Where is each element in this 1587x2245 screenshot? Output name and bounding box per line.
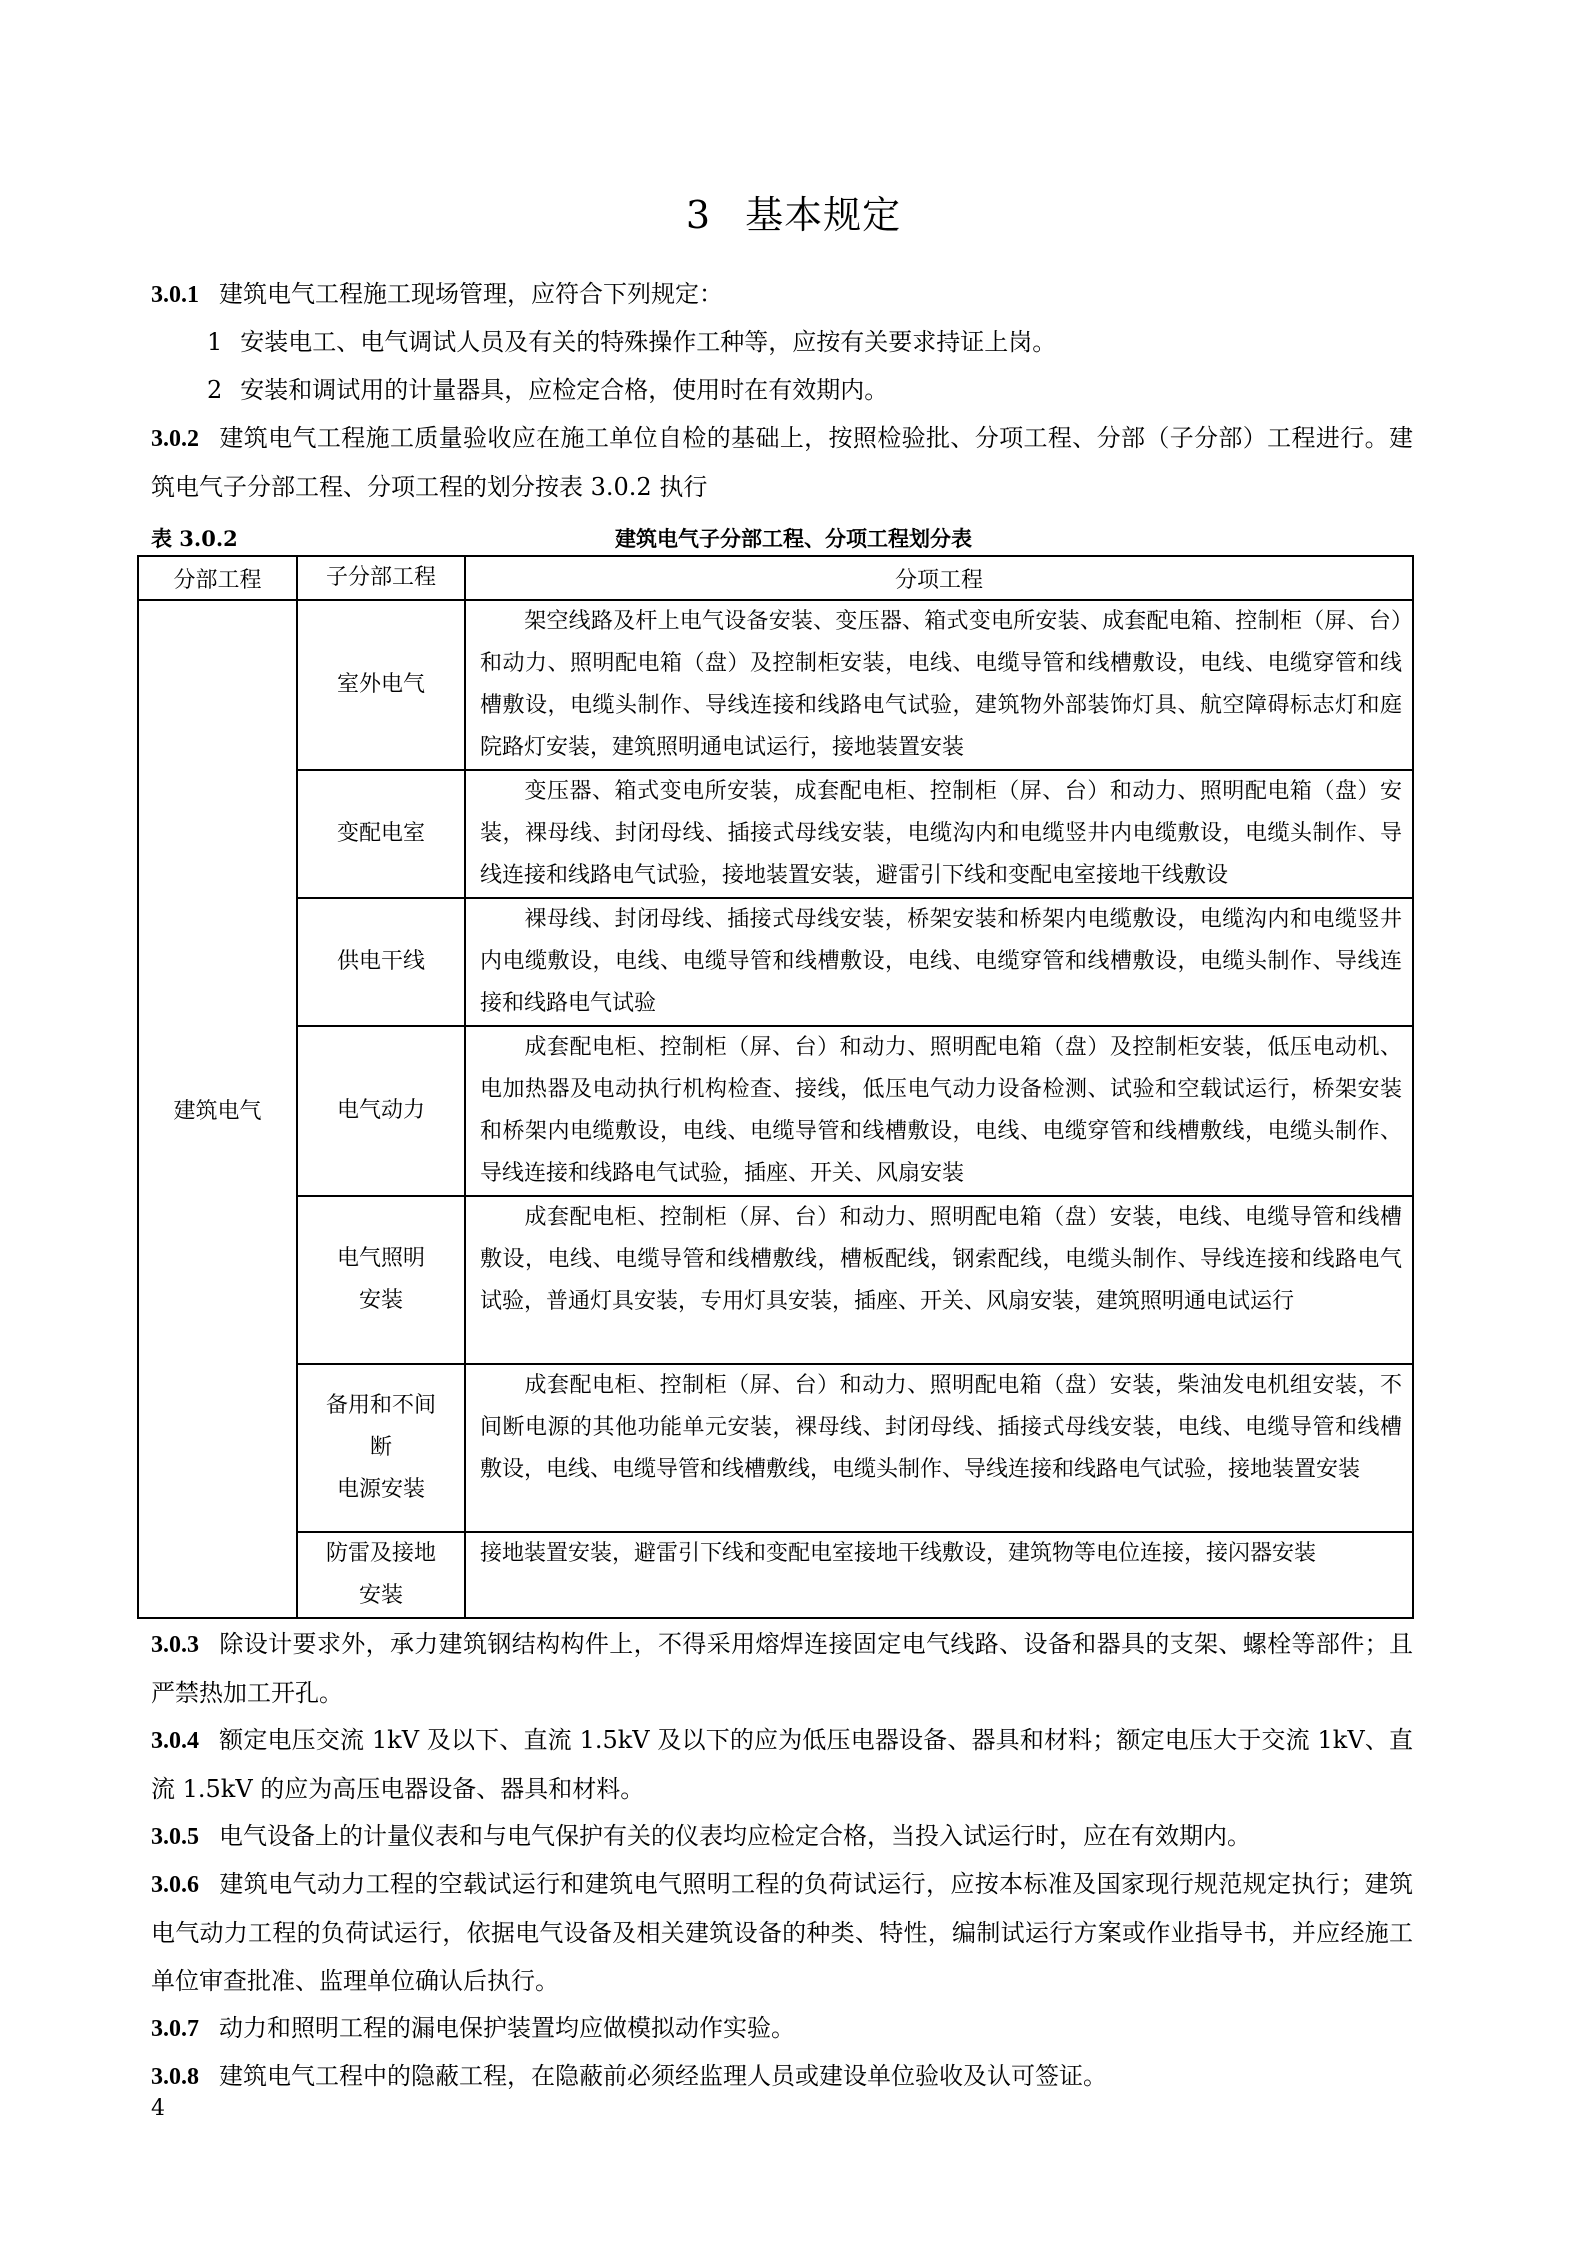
subdivision-line: 电气照明	[336, 1246, 425, 1271]
items-cell	[465, 770, 1413, 898]
subdivision-line: 断	[369, 1435, 392, 1460]
clause-text: 建筑电气动力工程的空载试运行和建筑电气照明工程的负荷试运行，应按本标准及国家现行规范规定执行；建筑电气动力工程的负荷试运行，依据电气设备及相关建筑设备的种类、特性，编制试运行方案或作业指导书，并应经施工单位审查批准、监理单位确认后执行。	[151, 1870, 1413, 1995]
header-division: 分部工程	[138, 556, 297, 600]
items-text: 架空线路及杆上电气设备安装、变压器、箱式变电所安装、成套配电箱、控制柜（屏、台）和动力、照明配电箱（盘）及控制柜安装，电线、电缆导管和线槽敷设，电线、电缆穿管和线槽敷设，电缆头制作、导线连接和线路电气试验，建筑物外部装饰灯具、航空障碍标志灯和庭院路灯安装，建筑照明通电试运行，接地装置安装	[480, 609, 1402, 760]
clause-3-0-7	[151, 2004, 1413, 2053]
clause-number: 3.0.2	[151, 426, 199, 452]
clause-number: 3.0.4	[151, 1728, 199, 1754]
items-cell	[465, 1196, 1413, 1364]
clause-item	[207, 366, 888, 414]
subdivision-cell: 室外电气	[297, 600, 465, 770]
clause-text: 除设计要求外，承力建筑钢结构构件上，不得采用熔焊连接固定电气线路、设备和器具的支架、螺栓等部件；且严禁热加工开孔。	[151, 1630, 1413, 1707]
clause-number: 3.0.8	[151, 2064, 199, 2090]
items-cell	[465, 600, 1413, 770]
table-row	[138, 1532, 1413, 1618]
clause-item	[207, 318, 1056, 366]
subdivision-cell	[297, 1532, 465, 1618]
items-text: 变压器、箱式变电所安装，成套配电柜、控制柜（屏、台）和动力、照明配电箱（盘）安装，裸母线、封闭母线、插接式母线安装，电缆沟内和电缆竖井内电缆敷设，电缆头制作、导线连接和线路电气试验，接地装置安装，避雷引下线和变配电室接地干线敷设	[480, 779, 1402, 888]
clause-3-0-8	[151, 2052, 1413, 2101]
table-row	[138, 898, 1413, 1026]
items-text: 接地装置安装，避雷引下线和变配电室接地干线敷设，建筑物等电位连接，接闪器安装	[480, 1541, 1317, 1566]
items-cell	[465, 1026, 1413, 1196]
item-number: 2	[207, 376, 223, 404]
clause-number: 3.0.1	[151, 282, 199, 308]
items-text: 裸母线、封闭母线、插接式母线安装，桥架安装和桥架内电缆敷设，电缆沟内和电缆竖井内电缆敷设，电线、电缆导管和线槽敷设，电线、电缆穿管和线槽敷设，电缆头制作、导线连接和线路电气试验	[480, 907, 1402, 1016]
clause-text: 建筑电气工程施工现场管理，应符合下列规定：	[219, 280, 723, 308]
table-row	[138, 1196, 1413, 1364]
subdivision-cell: 变配电室	[297, 770, 465, 898]
division-table	[137, 555, 1414, 1619]
table-row	[138, 600, 1413, 770]
table-row	[138, 770, 1413, 898]
clause-text: 额定电压交流 1kV 及以下、直流 1.5kV 及以下的应为低压电器设备、器具和材料；额定电压大于交流 1kV、直流 1.5kV 的应为高压电器设备、器具和材料。	[151, 1726, 1413, 1803]
chapter-title-text: 基本规定	[745, 193, 902, 237]
header-items: 分项工程	[465, 556, 1413, 600]
items-cell	[465, 1532, 1413, 1618]
clause-3-0-4	[151, 1716, 1413, 1813]
clause-3-0-5	[151, 1812, 1413, 1861]
subdivision-line: 安装	[358, 1583, 403, 1608]
clause-text: 动力和照明工程的漏电保护装置均应做模拟动作实验。	[219, 2014, 795, 2042]
table-label: 表 3.0.2	[151, 526, 238, 551]
table-caption: 建筑电气子分部工程、分项工程划分表	[615, 526, 972, 551]
clause-text: 电气设备上的计量仪表和与电气保护有关的仪表均应检定合格，当投入试运行时，应在有效期内。	[219, 1822, 1251, 1850]
item-text: 安装电工、电气调试人员及有关的特殊操作工种等，应按有关要求持证上岗。	[240, 328, 1057, 356]
chapter-number: 3	[685, 193, 712, 237]
items-text: 成套配电柜、控制柜（屏、台）和动力、照明配电箱（盘）安装，电线、电缆导管和线槽敷设，电线、电缆导管和线槽敷线，槽板配线，钢索配线，电缆头制作、导线连接和线路电气试验，普通灯具安装，专用灯具安装，插座、开关、风扇安装，建筑照明通电试运行	[480, 1205, 1402, 1314]
division-cell: 建筑电气	[138, 600, 297, 1618]
clause-text: 建筑电气工程中的隐蔽工程，在隐蔽前必须经监理人员或建设单位验收及认可签证。	[219, 2062, 1107, 2090]
subdivision-cell: 供电干线	[297, 898, 465, 1026]
clause-number: 3.0.7	[151, 2016, 199, 2042]
clause-3-0-1	[151, 270, 1413, 319]
items-cell	[465, 898, 1413, 1026]
clause-number: 3.0.6	[151, 1872, 199, 1898]
clause-3-0-2	[151, 414, 1413, 511]
items-cell	[465, 1364, 1413, 1532]
subdivision-line: 备用和不间	[325, 1393, 436, 1418]
clause-text: 建筑电气工程施工质量验收应在施工单位自检的基础上，按照检验批、分项工程、分部（子分部）工程进行。建筑电气子分部工程、分项工程的划分按表 3.0.2 执行	[151, 424, 1413, 501]
clause-3-0-6	[151, 1860, 1413, 2005]
clause-number: 3.0.3	[151, 1632, 199, 1658]
items-text: 成套配电柜、控制柜（屏、台）和动力、照明配电箱（盘）安装，柴油发电机组安装，不间断电源的其他功能单元安装，裸母线、封闭母线、插接式母线安装，电线、电缆导管和线槽敷设，电线、电缆导管和线槽敷线，电缆头制作、导线连接和线路电气试验，接地装置安装	[480, 1373, 1402, 1482]
table-row	[138, 1026, 1413, 1196]
table-row	[138, 1364, 1413, 1532]
page-number: 4	[151, 2096, 165, 2121]
subdivision-cell	[297, 1364, 465, 1532]
subdivision-line: 电源安装	[336, 1477, 425, 1502]
subdivision-line: 防雷及接地	[325, 1541, 436, 1566]
header-subdivision: 子分部工程	[297, 556, 465, 600]
table-header-row	[138, 556, 1413, 600]
item-number: 1	[207, 328, 223, 356]
clause-3-0-3	[151, 1620, 1413, 1717]
item-text: 安装和调试用的计量器具，应检定合格，使用时在有效期内。	[240, 376, 889, 404]
clause-number: 3.0.5	[151, 1824, 199, 1850]
subdivision-cell	[297, 1196, 465, 1364]
chapter-title	[0, 188, 1587, 242]
subdivision-line: 安装	[358, 1288, 403, 1313]
subdivision-cell: 电气动力	[297, 1026, 465, 1196]
items-text: 成套配电柜、控制柜（屏、台）和动力、照明配电箱（盘）及控制柜安装，低压电动机、电加热器及电动执行机构检查、接线，低压电气动力设备检测、试验和空载试运行，桥架安装和桥架内电缆敷设，电线、电缆导管和线槽敷设，电线、电缆穿管和线槽敷线，电缆头制作、导线连接和线路电气试验，插座、开关、风扇安装	[480, 1035, 1402, 1186]
